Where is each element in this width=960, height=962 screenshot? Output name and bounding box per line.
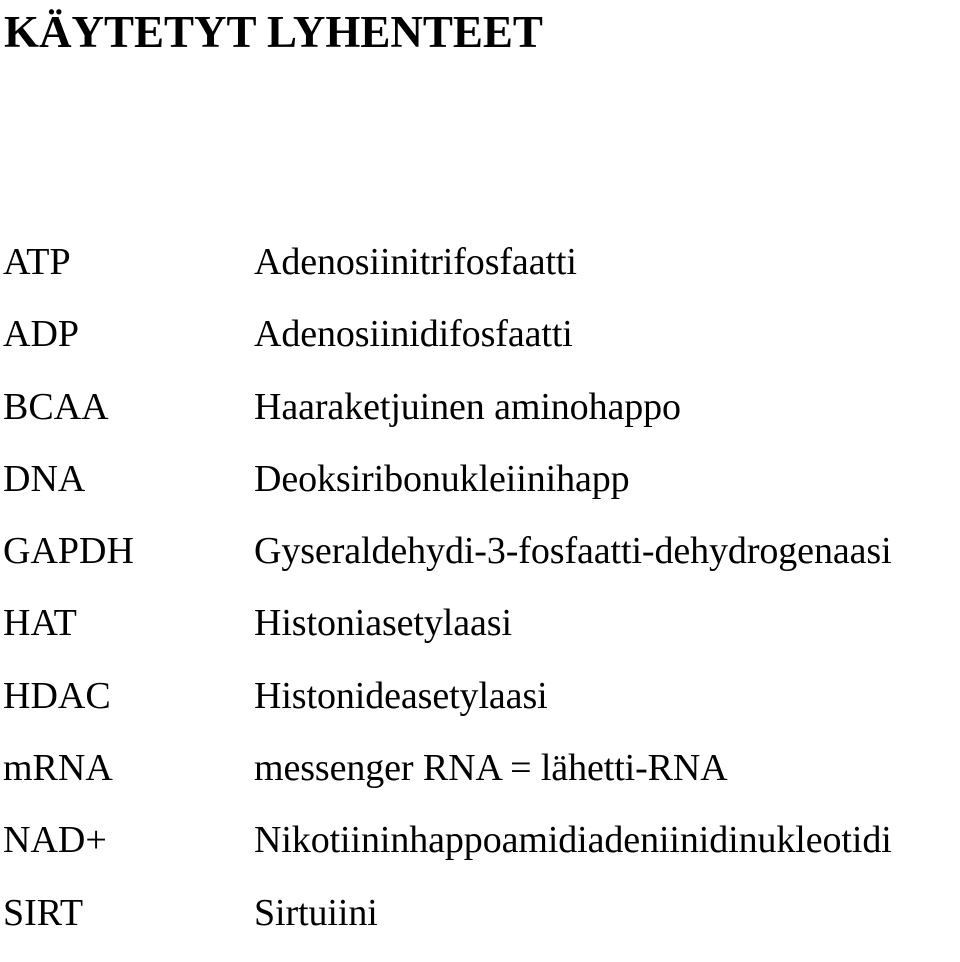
abbreviation-definition: Nikotiininhappoamidiadeniinidinukleotidi bbox=[254, 819, 892, 862]
abbreviation-row bbox=[0, 817, 960, 889]
abbreviation-definition: Adenosiinitrifosfaatti bbox=[254, 241, 577, 283]
abbreviation-row bbox=[0, 745, 960, 817]
abbreviation-term: GAPDH bbox=[3, 530, 134, 573]
abbreviation-term: mRNA bbox=[3, 747, 113, 790]
abbreviation-definition: Histonideasetylaasi bbox=[254, 674, 548, 717]
abbreviation-row bbox=[0, 528, 960, 600]
abbreviation-row bbox=[0, 673, 960, 745]
abbreviation-term: HAT bbox=[3, 602, 77, 645]
abbreviation-row bbox=[0, 890, 960, 962]
abbreviation-definition: Deoksiribonukleiinihapp bbox=[254, 457, 630, 500]
abbreviation-row bbox=[0, 456, 960, 528]
abbreviation-term: DNA bbox=[3, 457, 86, 500]
abbreviation-definition: Sirtuiini bbox=[254, 891, 378, 934]
abbreviation-definition: messenger RNA = lähetti-RNA bbox=[254, 747, 728, 790]
abbreviation-term: HDAC bbox=[3, 674, 111, 717]
abbreviation-definition: Histoniasetylaasi bbox=[254, 602, 512, 645]
abbreviation-definition: Haaraketjuinen aminohappo bbox=[254, 385, 681, 428]
page-title: KÄYTETYT LYHENTEET bbox=[4, 7, 543, 57]
abbreviation-definition: Gyseraldehydi-3-fosfaatti-dehydrogenaasi bbox=[254, 530, 892, 573]
abbreviation-term: BCAA bbox=[3, 385, 109, 428]
abbreviation-row bbox=[0, 311, 960, 383]
abbreviation-term: NAD+ bbox=[3, 819, 107, 862]
abbreviation-term: ATP bbox=[3, 241, 71, 283]
abbreviation-term: SIRT bbox=[3, 891, 84, 934]
abbreviation-term: ADP bbox=[3, 313, 80, 356]
abbreviation-definition: Adenosiinidifosfaatti bbox=[254, 313, 573, 356]
abbreviation-row bbox=[0, 384, 960, 456]
abbreviation-list bbox=[0, 239, 960, 962]
abbreviation-row bbox=[0, 239, 960, 311]
abbreviation-row bbox=[0, 600, 960, 672]
